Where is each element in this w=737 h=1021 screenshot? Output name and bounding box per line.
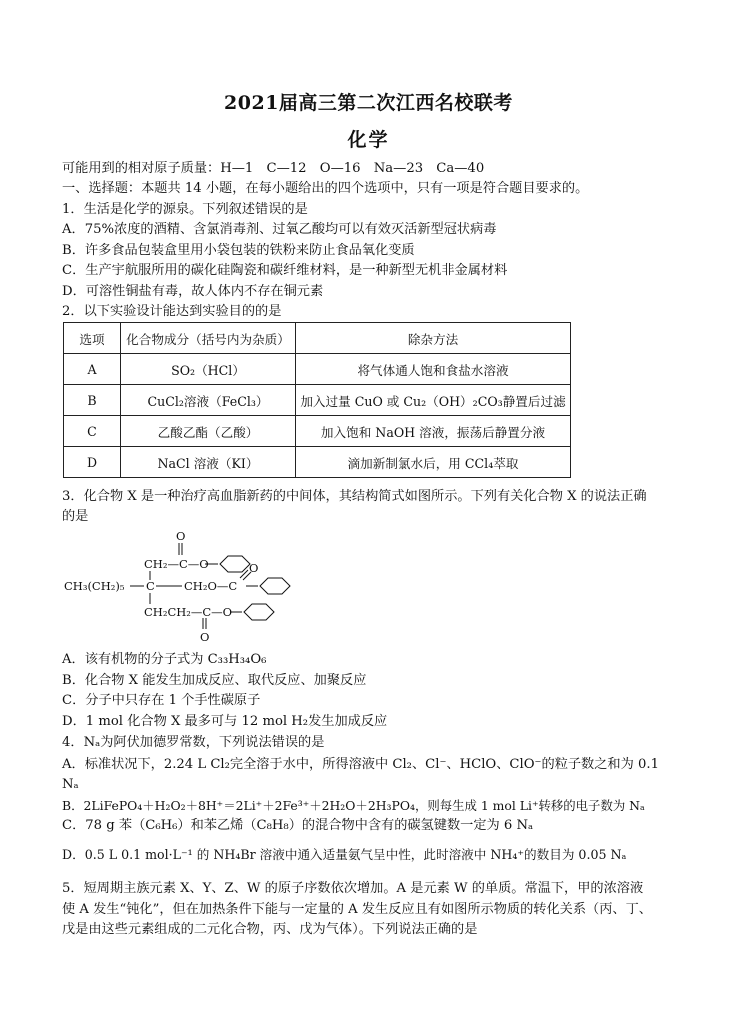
struct-left-chain: CH₃(CH₂)₅ (64, 579, 125, 593)
q4-option-a: A．标准状况下，2.24 L Cl₂完全溶于水中，所得溶液中 Cl₂、Cl⁻、HClO、ClO⁻的粒子数之和为 0.1 (62, 757, 659, 772)
section-one-instructions: 一、选择题：本题共 14 小题，在每小题给出的四个选项中，只有一项是符合题目要求的。 (62, 181, 589, 196)
q1-stem: 1．生活是化学的源泉。下列叙述错误的是 (62, 202, 308, 217)
q3-option-d: D．1 mol 化合物 X 最多可与 12 mol H₂发生加成反应 (62, 714, 388, 729)
table-cell: 滴加新制氯水后，用 CCl₄萃取 (296, 447, 571, 478)
table-row (64, 416, 571, 447)
struct-bottom-carbonyl-o: O (200, 630, 210, 644)
structure-diagram (62, 526, 302, 646)
table-cell: D (64, 447, 121, 478)
q5-line3: 戊是由这些元素组成的二元化合物，丙、戊为气体）。下列说法正确的是 (62, 922, 478, 937)
exam-title: 2021届高三第二次江西名校联考 (224, 92, 513, 114)
table-cell: B (64, 385, 121, 416)
table-cell: C (64, 416, 121, 447)
table-cell: CuCl₂溶液（FeCl₃） (121, 385, 296, 416)
q4-option-b: B．2LiFePO₄＋H₂O₂＋8H⁺＝2Li⁺＋2Fe³⁺＋2H₂O＋2H₃PO₄，则每生成 1 mol Li⁺转移的电子数为 Nₐ (62, 798, 645, 813)
table-cell: 加入过量 CuO 或 Cu₂（OH）₂CO₃静置后过滤 (296, 385, 571, 416)
struct-mid-carbonyl-o: O (249, 561, 259, 575)
table-cell: SO₂（HCl） (121, 354, 296, 385)
q1-option-d: D．可溶性铜盐有毒，故人体内不存在铜元素 (62, 284, 324, 299)
table-header-cell: 化合物成分（括号内为杂质） (121, 323, 296, 354)
struct-mid-chain: CH₂O—C (184, 579, 238, 593)
table-cell: 将气体通人饱和食盐水溶液 (296, 354, 571, 385)
phenyl-ring-icon (220, 556, 250, 572)
table-row (64, 354, 571, 385)
q1-option-b: B．许多食品包装盒里用小袋包装的铁粉来防止食品氧化变质 (62, 243, 415, 258)
table-header-cell: 除杂方法 (296, 323, 571, 354)
q3-stem-line1: 3．化合物 X 是一种治疗高血脂新药的中间体，其结构简式如图所示。下列有关化合物 X 的说法正确 (62, 489, 647, 504)
q3-option-a: A．该有机物的分子式为 C₃₃H₃₄O₆ (62, 652, 267, 667)
q4-option-a-cont: Nₐ (62, 777, 79, 792)
struct-top-carbonyl-o: O (176, 529, 186, 543)
struct-top-chain: CH₂—C—O (144, 557, 209, 571)
q5-line2: 使 A 发生“钝化”，但在加热条件下能与一定量的 A 发生反应且有如图所示物质的转化关系（丙、丁、 (62, 902, 652, 917)
phenyl-ring-icon (260, 578, 290, 594)
struct-central-carbon: C (146, 579, 155, 593)
struct-bottom-chain: CH₂CH₂—C—O (144, 605, 233, 619)
table-cell: 加入饱和 NaOH 溶液，振荡后静置分液 (296, 416, 571, 447)
phenyl-ring-icon (244, 604, 274, 620)
q4-option-c: C．78 g 苯（C₆H₆）和苯乙烯（C₈H₈）的混合物中含有的碳氢键数一定为 6 Nₐ (62, 818, 534, 833)
q2-stem: 2．以下实验设计能达到实验目的的是 (62, 304, 282, 319)
q4-stem: 4．Nₐ为阿伏加德罗常数，下列说法错误的是 (62, 735, 325, 750)
q4-option-d: D．0.5 L 0.1 mol·L⁻¹ 的 NH₄Br 溶液中通入适量氨气呈中性，此时溶液中 NH₄⁺的数目为 0.05 Nₐ (62, 847, 627, 862)
atomic-mass-line: 可能用到的相对原子质量：H—1 C—12 O—16 Na—23 Ca—40 (62, 161, 485, 176)
table-header-row (64, 323, 571, 354)
q5-line1: 5．短周期主族元素 X、Y、Z、W 的原子序数依次增加。A 是元素 W 的单质。常温下，甲的浓溶液 (62, 881, 644, 896)
q3-option-c: C．分子中只存在 1 个手性碳原子 (62, 693, 261, 708)
table-cell: NaCl 溶液（KI） (121, 447, 296, 478)
table-row (64, 385, 571, 416)
table-cell: A (64, 354, 121, 385)
q1-option-a: A．75%浓度的酒精、含氯消毒剂、过氧乙酸均可以有效灭活新型冠状病毒 (62, 222, 497, 237)
q3-option-b: B．化合物 X 能发生加成反应、取代反应、加聚反应 (62, 673, 367, 688)
q2-table (63, 322, 571, 478)
q1-option-c: C．生产宇航服所用的碳化硅陶瓷和碳纤维材料，是一种新型无机非金属材料 (62, 263, 508, 278)
table-header-cell: 选项 (64, 323, 121, 354)
q3-stem-line2: 的是 (62, 509, 89, 524)
table-row (64, 447, 571, 478)
table-cell: 乙酸乙酯（乙酸） (121, 416, 296, 447)
subject-title: 化学 (347, 129, 390, 151)
